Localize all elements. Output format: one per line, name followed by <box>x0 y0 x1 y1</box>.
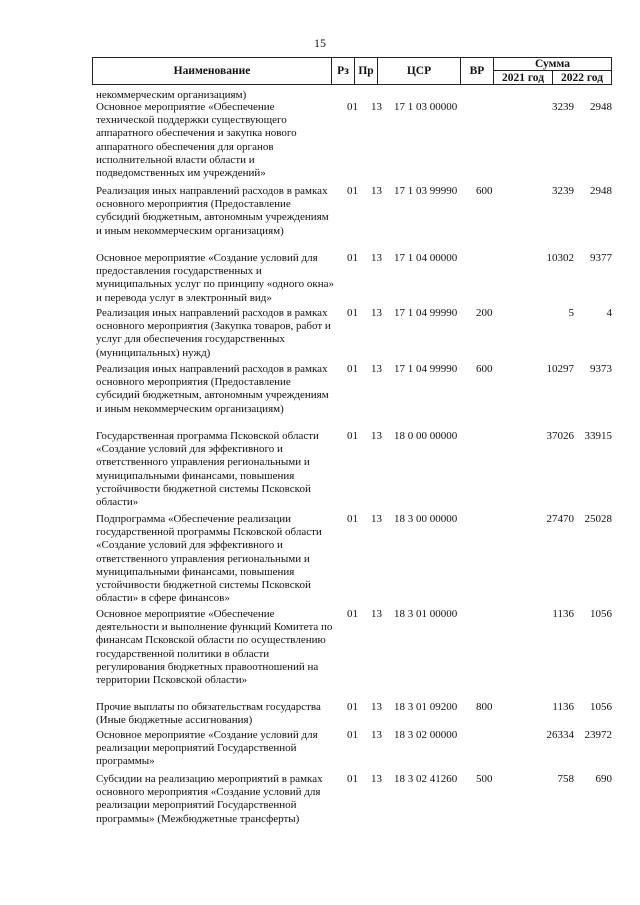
row-name: Основное мероприятие «Создание условий для предоставления государственных и муниципальных услуг по принципу «одного окна» и перевода услуг в электронный вид» <box>96 252 335 304</box>
row-vr: 500 <box>476 773 493 785</box>
row-2021: 3239 <box>552 185 574 197</box>
row-csr: 18 3 02 00000 <box>394 729 458 741</box>
row-2022: 1056 <box>590 701 612 713</box>
row-name: Реализация иных направлений расходов в рамках основного мероприятия (Предоставление субсидий бюджетным, автономным учреждениям и иным некоммерческим организациям) <box>96 363 329 415</box>
table-row <box>96 252 612 305</box>
row-2022: 2948 <box>590 185 612 197</box>
row-rz: 01 <box>347 701 358 713</box>
row-rz: 01 <box>347 513 358 525</box>
row-name: Субсидии на реализацию мероприятий в рамках основного мероприятия «Создание условий для реализации мероприятий Государственной программы» (Межбюджетные трансферты) <box>96 773 323 825</box>
row-2022: 25028 <box>584 513 612 525</box>
row-pr: 13 <box>371 430 382 442</box>
row-pr: 13 <box>371 185 382 197</box>
row-name: Основное мероприятие «Обеспечение деятельности и выполнение функций Комитета по финансам Псковской области по осуществлению государственной политики в области регулирования бюджетных правоотношений на территории Псковской области» <box>96 608 333 687</box>
row-2022: 33915 <box>584 430 612 442</box>
row-rz: 01 <box>347 307 358 319</box>
header-pr: Пр <box>354 57 378 85</box>
header-2022: 2022 год <box>552 70 612 85</box>
row-2022: 2948 <box>590 101 612 113</box>
row-csr: 17 1 04 99990 <box>394 307 458 319</box>
row-csr: 17 1 03 99990 <box>394 185 458 197</box>
header-sum: Сумма <box>493 57 612 71</box>
row-pr: 13 <box>371 252 382 264</box>
row-name: Реализация иных направлений расходов в рамках основного мероприятия (Закупка товаров, работ и услуг для обеспечения государственных (муниципальных) нужд) <box>96 307 331 359</box>
row-pr: 13 <box>371 513 382 525</box>
row-2022: 690 <box>595 773 612 785</box>
header-vr: ВР <box>460 57 494 85</box>
row-csr: 17 1 04 00000 <box>394 252 458 264</box>
page-number: 15 <box>314 36 326 50</box>
row-rz: 01 <box>347 185 358 197</box>
row-2021: 27470 <box>546 513 574 525</box>
row-pr: 13 <box>371 608 382 620</box>
table-row <box>96 513 612 605</box>
row-2021: 10302 <box>546 252 574 264</box>
table-row <box>96 608 612 687</box>
row-csr: 17 1 03 00000 <box>394 101 458 113</box>
table-row <box>96 363 612 416</box>
row-name: Государственная программа Псковской области «Создание условий для эффективного и ответственного управления региональными и муниципальными финансами, повышения устойчивости бюджетной системы Псковской области» <box>96 430 319 509</box>
row-rz: 01 <box>347 101 358 113</box>
row-pr: 13 <box>371 363 382 375</box>
row-csr: 18 3 02 41260 <box>394 773 458 785</box>
row-csr: 18 3 01 00000 <box>394 608 458 620</box>
row-vr: 800 <box>476 701 493 713</box>
row-pr: 13 <box>371 729 382 741</box>
row-name: Реализация иных направлений расходов в рамках основного мероприятия (Предоставление субсидий бюджетным, автономным учреждениям и иным некоммерческим организациям) <box>96 185 329 237</box>
row-2021: 37026 <box>546 430 574 442</box>
table-row <box>96 430 612 509</box>
row-rz: 01 <box>347 608 358 620</box>
row-vr: 600 <box>476 185 493 197</box>
row-pr: 13 <box>371 307 382 319</box>
header-name: Наименование <box>92 57 332 85</box>
row-2022: 9373 <box>590 363 612 375</box>
row-2021: 1136 <box>552 701 574 713</box>
table-row <box>96 729 612 769</box>
row-name: Подпрограмма «Обеспечение реализации государственной программы Псковской области «Создание условий для эффективного и ответственного управления региональными и муниципальными финансами, повышения устойчивости бюджетной системы Псковской области» в сфере финансов» <box>96 513 322 605</box>
row-pr: 13 <box>371 101 382 113</box>
header-rz: Рз <box>331 57 355 85</box>
table-row <box>96 307 612 360</box>
row-2021: 758 <box>557 773 574 785</box>
row-name: Основное мероприятие «Создание условий для реализации мероприятий Государственной программы» <box>96 729 318 768</box>
table-row <box>96 773 612 826</box>
header-2021: 2021 год <box>493 70 553 85</box>
table-header <box>92 57 612 85</box>
row-2022: 4 <box>606 307 612 319</box>
row-rz: 01 <box>347 252 358 264</box>
row-rz: 01 <box>347 430 358 442</box>
row-csr: 18 0 00 00000 <box>394 430 458 442</box>
row-name: некоммерческим организациям) <box>96 89 247 101</box>
row-name: Прочие выплаты по обязательствам государства (Иные бюджетные ассигнования) <box>96 701 321 727</box>
row-rz: 01 <box>347 363 358 375</box>
row-2022: 23972 <box>584 729 612 741</box>
row-2021: 1136 <box>552 608 574 620</box>
table-row <box>96 701 612 727</box>
row-pr: 13 <box>371 701 382 713</box>
row-rz: 01 <box>347 729 358 741</box>
row-2021: 26334 <box>546 729 574 741</box>
row-csr: 18 3 00 00000 <box>394 513 458 525</box>
row-2022: 9377 <box>590 252 612 264</box>
row-name: Основное мероприятие «Обеспечение технической поддержки существующего аппаратного обеспечения и закупка нового аппаратного обеспечения для органов исполнительной власти области и подведомственных им учреждений» <box>96 101 297 180</box>
header-csr: ЦСР <box>377 57 461 85</box>
row-pr: 13 <box>371 773 382 785</box>
row-csr: 18 3 01 09200 <box>394 701 458 713</box>
row-csr: 17 1 04 99990 <box>394 363 458 375</box>
row-vr: 600 <box>476 363 493 375</box>
table-row <box>96 101 612 180</box>
table-row <box>96 185 612 238</box>
row-vr: 200 <box>476 307 493 319</box>
row-rz: 01 <box>347 773 358 785</box>
row-2021: 10297 <box>546 363 574 375</box>
row-2021: 5 <box>568 307 574 319</box>
row-2021: 3239 <box>552 101 574 113</box>
row-2022: 1056 <box>590 608 612 620</box>
